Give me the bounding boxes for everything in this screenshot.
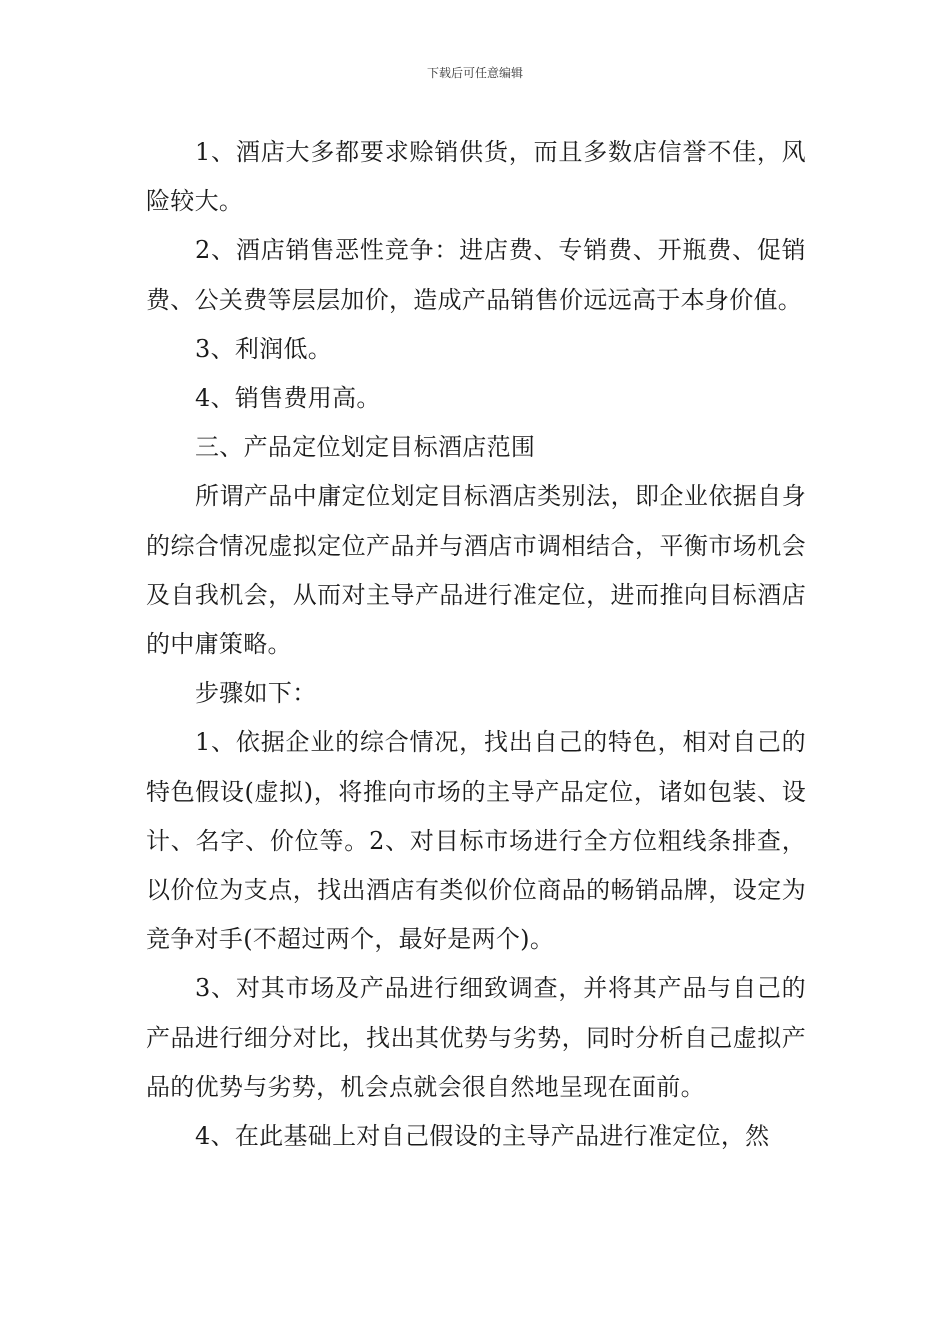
paragraph-competition: 2、酒店销售恶性竞争：进店费、专销费、开瓶费、促销费、公关费等层层加价，造成产品销售价远远高于本身价值。 bbox=[146, 236, 806, 314]
paragraph-definition: 所谓产品中庸定位划定目标酒店类别法，即企业依据自身的综合情况虚拟定位产品并与酒店市调相结合，平衡市场机会及自我机会，从而对主导产品进行准定位，进而推向目标酒店的中庸策略。 bbox=[146, 482, 806, 659]
paragraph-low-profit: 3、利润低。 bbox=[195, 334, 333, 363]
paragraph-step-1-2: 1、依据企业的综合情况，找出自己的特色，相对自己的特色假设(虚拟)，将推向市场的主导产品定位，诸如包装、设计、名字、价位等。2、对目标市场进行全方位粗线条排查，以价位为支点，找出酒店有类似价位商品的畅销品牌，设定为竞争对手(不超过两个，最好是两个)。 bbox=[146, 728, 806, 954]
paragraph-step-4: 4、在此基础上对自己假设的主导产品进行准定位，然 bbox=[195, 1122, 770, 1151]
paragraph-step-3: 3、对其市场及产品进行细致调查，并将其产品与自己的产品进行细分对比，找出其优势与劣势，同时分析自己虚拟产品的优势与劣势，机会点就会很自然地呈现在面前。 bbox=[146, 974, 806, 1101]
page-header: 下载后可任意编辑 bbox=[426, 66, 523, 80]
paragraph-risk: 1、酒店大多都要求赊销供货，而且多数店信誉不佳，风险较大。 bbox=[146, 138, 806, 216]
document-body bbox=[146, 128, 806, 1161]
section-heading: 三、产品定位划定目标酒店范围 bbox=[195, 433, 536, 462]
paragraph-high-cost: 4、销售费用高。 bbox=[195, 384, 381, 413]
paragraph-steps-intro: 步骤如下： bbox=[195, 679, 317, 708]
